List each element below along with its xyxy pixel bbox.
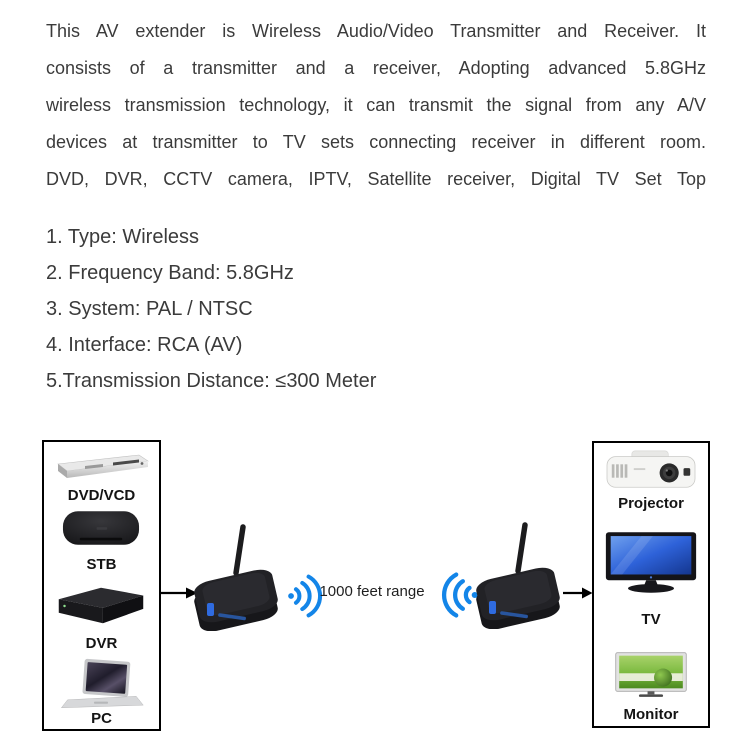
intro-line: DVD, DVR, CCTV camera, IPTV, Satellite receiver, Digital TV Set Top <box>46 169 706 189</box>
spec-item: 1. Type: Wireless <box>46 226 200 248</box>
laptop-icon <box>57 657 145 711</box>
device-label: DVR <box>85 635 118 652</box>
spec-item: 2. Frequency Band: 5.8GHz <box>46 262 294 284</box>
arrow-right-icon <box>563 585 593 601</box>
device-label: Projector <box>618 495 684 512</box>
spec-list <box>46 219 646 399</box>
device-label: TV <box>641 611 661 628</box>
device-label: Monitor <box>623 706 679 723</box>
dvr-icon <box>53 581 149 631</box>
intro-line: This AV extender is Wireless Audio/Video Transmitter and Receiver. It <box>46 21 706 41</box>
wireless-receiver-icon <box>468 517 568 629</box>
spec-item: 4. Interface: RCA (AV) <box>46 334 243 356</box>
spec-item: 3. System: PAL / NTSC <box>46 298 253 320</box>
spec-item: 5.Transmission Distance: ≤300 Meter <box>46 370 377 392</box>
device-label: STB <box>86 556 117 573</box>
device-label: DVD/VCD <box>67 487 136 504</box>
intro-line: consists of a transmitter and a receiver, Adopting advanced 5.8GHz <box>46 58 706 78</box>
wireless-transmitter-icon <box>186 519 286 631</box>
device-label: PC <box>91 710 112 727</box>
intro-line: devices at transmitter to TV sets connecting receiver in different room. <box>46 132 706 152</box>
range-label: 1000 feet range <box>319 583 425 600</box>
tv-icon <box>603 529 699 595</box>
projector-icon <box>602 449 700 493</box>
source-devices-box <box>42 440 161 731</box>
set-top-box-icon <box>56 505 146 551</box>
intro-paragraph <box>46 13 706 198</box>
display-devices-box <box>592 441 710 728</box>
dvd-player-icon <box>51 448 151 488</box>
intro-line: wireless transmission technology, it can transmit the signal from any A/V <box>46 95 706 115</box>
monitor-icon <box>608 649 694 701</box>
